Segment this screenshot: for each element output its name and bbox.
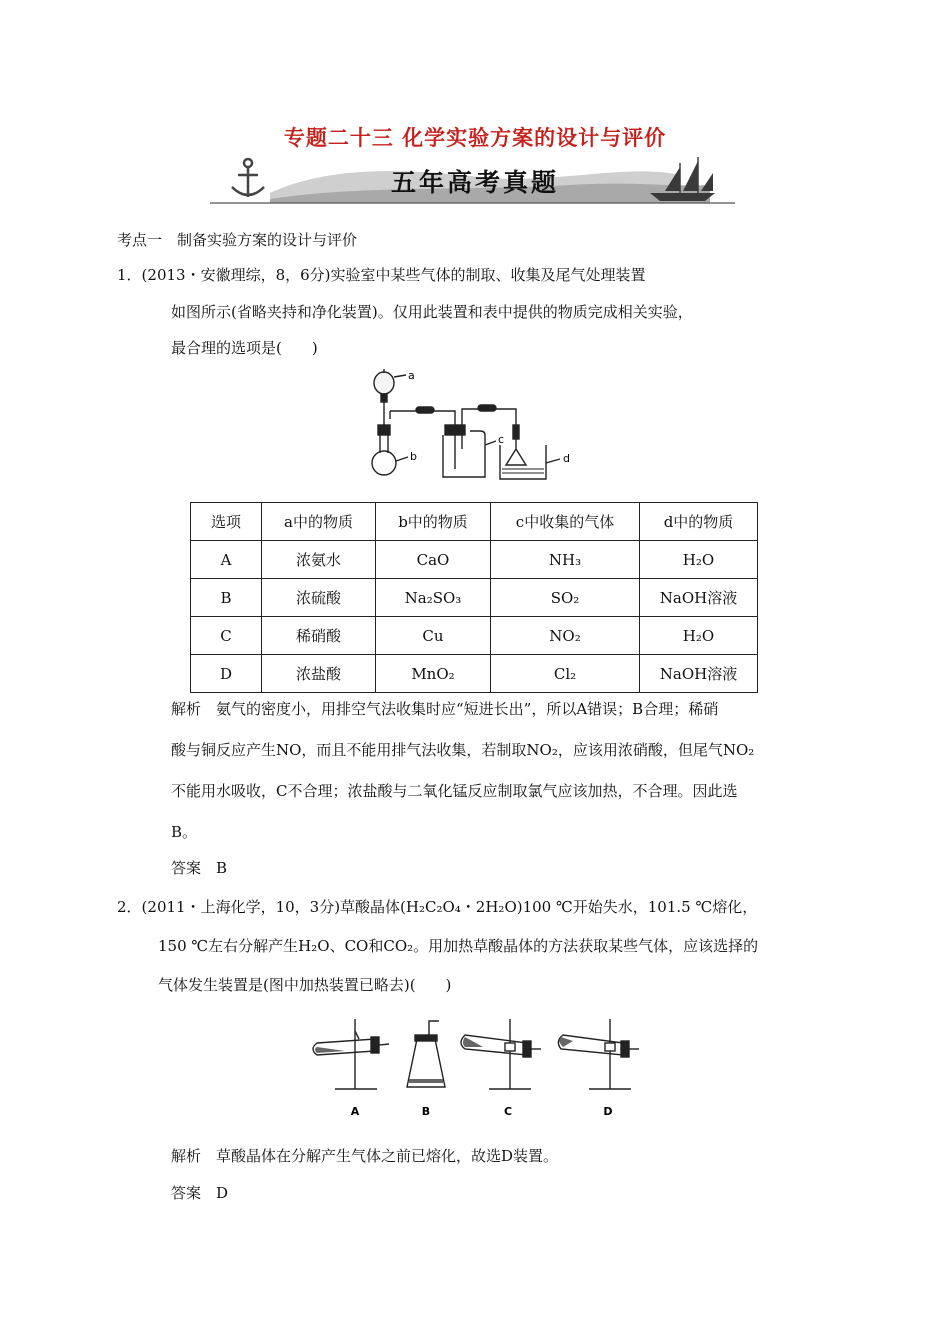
fig-label-B: B	[421, 1105, 431, 1118]
q2-answer: 答案 D	[171, 1184, 229, 1202]
table-cell: 浓氨水	[262, 541, 376, 579]
table-cell: Cu	[376, 617, 491, 655]
fig-label-D: D	[603, 1105, 613, 1118]
fig-label-C: C	[503, 1105, 513, 1118]
q1-options-table	[190, 502, 758, 693]
table-row	[191, 579, 758, 617]
table-cell: 浓硫酸	[262, 579, 376, 617]
fig-label-A: A	[350, 1105, 360, 1118]
table-cell: NO₂	[491, 617, 640, 655]
q2-stem-line1: 2．(2011・上海化学，10，3分)草酸晶体(H₂C₂O₄・2H₂O)100 ℃开始失水，101.5 ℃熔化，	[117, 898, 758, 916]
table-cell: Na₂SO₃	[376, 579, 491, 617]
table-cell: H₂O	[640, 541, 758, 579]
anchor-icon	[232, 159, 264, 197]
q1-answer: 答案 B	[171, 859, 228, 877]
q1-apparatus-figure	[360, 365, 600, 485]
table-cell: NaOH溶液	[640, 655, 758, 693]
q1-stem-line1: 1．(2013・安徽理综，8，6分)实验室中某些气体的制取、收集及尾气处理装置	[117, 266, 646, 284]
table-header-cell: 选项	[191, 503, 262, 541]
fig-label-b: b	[410, 450, 417, 463]
table-cell: CaO	[376, 541, 491, 579]
table-row	[191, 617, 758, 655]
fig-label-c: c	[498, 433, 505, 446]
table-cell: Cl₂	[491, 655, 640, 693]
q1-analysis-line1: 解析 氨气的密度小，用排空气法收集时应“短进长出”，所以A错误；B合理；稀硝	[171, 700, 719, 718]
banner-title: 五年高考真题	[390, 168, 559, 197]
q2-stem-line2: 150 ℃左右分解产生H₂O、CO和CO₂。用加热草酸晶体的方法获取某些气体，应该选择的	[158, 937, 759, 955]
table-header-cell: a中的物质	[262, 503, 376, 541]
table-cell: H₂O	[640, 617, 758, 655]
table-cell: SO₂	[491, 579, 640, 617]
table-header-cell: b中的物质	[376, 503, 491, 541]
table-cell: B	[191, 579, 262, 617]
table-cell: NH₃	[491, 541, 640, 579]
table-cell: D	[191, 655, 262, 693]
q1-analysis-line3: 不能用水吸收，C不合理；浓盐酸与二氧化锰反应制取氯气应该加热，不合理。因此选	[171, 782, 738, 800]
table-cell: 浓盐酸	[262, 655, 376, 693]
q1-analysis-line4: B。	[171, 823, 198, 841]
q1-analysis-line2: 酸与铜反应产生NO，而且不能用排气法收集，若制取NO₂，应该用浓硝酸，但尾气NO₂	[171, 741, 755, 759]
table-header-cell: d中的物质	[640, 503, 758, 541]
fig-label-a: a	[408, 369, 415, 382]
table-row	[191, 541, 758, 579]
q2-apparatus-figure	[305, 1015, 650, 1123]
table-cell: C	[191, 617, 262, 655]
table-cell: NaOH溶液	[640, 579, 758, 617]
q1-stem-line2: 如图所示(省略夹持和净化装置)。仅用此装置和表中提供的物质完成相关实验，	[171, 303, 693, 321]
section-heading: 考点一 制备实验方案的设计与评价	[117, 231, 358, 249]
table-cell: MnO₂	[376, 655, 491, 693]
q2-stem-line3: 气体发生装置是(图中加热装置已略去)( )	[158, 976, 452, 994]
fig-label-d: d	[563, 452, 570, 465]
q2-analysis: 解析 草酸晶体在分解产生气体之前已熔化，故选D装置。	[171, 1147, 559, 1165]
table-header-row	[191, 503, 758, 541]
table-cell: 稀硝酸	[262, 617, 376, 655]
table-header-cell: c中收集的气体	[491, 503, 640, 541]
page-title: 专题二十三 化学实验方案的设计与评价	[283, 126, 667, 150]
table-cell: A	[191, 541, 262, 579]
table-row	[191, 655, 758, 693]
q1-stem-line3: 最合理的选项是( )	[171, 339, 318, 357]
